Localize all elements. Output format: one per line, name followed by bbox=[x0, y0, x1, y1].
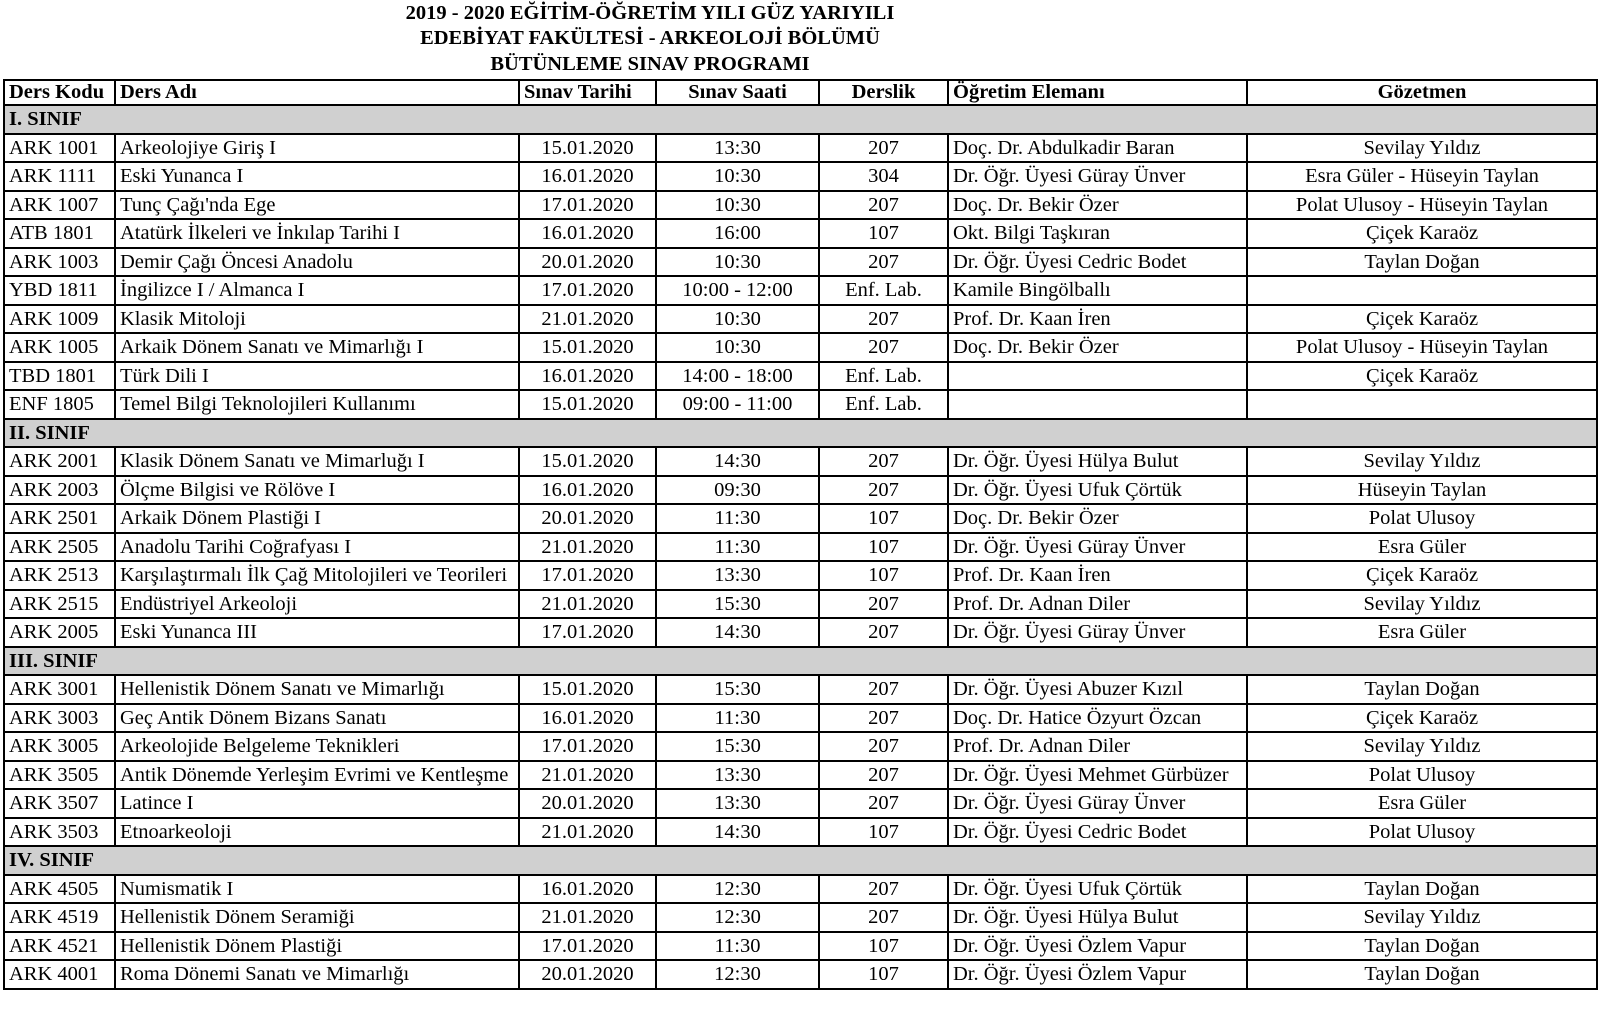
lecturer-cell: Dr. Öğr. Üyesi Güray Ünver bbox=[948, 162, 1247, 191]
table-row bbox=[4, 504, 1597, 533]
course-code-cell: ARK 4519 bbox=[4, 903, 115, 932]
table-row bbox=[4, 533, 1597, 562]
exam-time-cell: 09:00 - 11:00 bbox=[656, 390, 819, 419]
lecturer-cell bbox=[948, 390, 1247, 419]
lecturer-cell: Dr. Öğr. Üyesi Güray Ünver bbox=[948, 533, 1247, 562]
exam-date-cell: 16.01.2020 bbox=[519, 362, 656, 391]
table-row bbox=[4, 960, 1597, 989]
proctor-cell: Taylan Doğan bbox=[1247, 932, 1597, 961]
lecturer-cell: Prof. Dr. Kaan İren bbox=[948, 305, 1247, 334]
classroom-cell: 207 bbox=[819, 590, 948, 619]
table-row bbox=[4, 590, 1597, 619]
col-header-name: Ders Adı bbox=[115, 80, 519, 105]
grade-label: IV. SINIF bbox=[4, 846, 1597, 875]
exam-date-cell: 15.01.2020 bbox=[519, 134, 656, 163]
course-name-cell: Roma Dönemi Sanatı ve Mimarlığı bbox=[115, 960, 519, 989]
course-name-cell: Klasik Mitoloji bbox=[115, 305, 519, 334]
exam-time-cell: 14:30 bbox=[656, 818, 819, 847]
lecturer-cell: Prof. Dr. Adnan Diler bbox=[948, 732, 1247, 761]
proctor-cell: Taylan Doğan bbox=[1247, 960, 1597, 989]
lecturer-cell: Doç. Dr. Hatice Özyurt Özcan bbox=[948, 704, 1247, 733]
exam-date-cell: 20.01.2020 bbox=[519, 248, 656, 277]
course-name-cell: Geç Antik Dönem Bizans Sanatı bbox=[115, 704, 519, 733]
lecturer-cell: Dr. Öğr. Üyesi Cedric Bodet bbox=[948, 248, 1247, 277]
course-name-cell: Temel Bilgi Teknolojileri Kullanımı bbox=[115, 390, 519, 419]
course-code-cell: ARK 3505 bbox=[4, 761, 115, 790]
exam-time-cell: 13:30 bbox=[656, 761, 819, 790]
proctor-cell: Esra Güler bbox=[1247, 533, 1597, 562]
proctor-cell: Taylan Doğan bbox=[1247, 675, 1597, 704]
col-header-lecturer: Öğretim Elemanı bbox=[948, 80, 1247, 105]
classroom-cell: 107 bbox=[819, 219, 948, 248]
classroom-cell: 207 bbox=[819, 447, 948, 476]
exam-time-cell: 10:30 bbox=[656, 305, 819, 334]
course-name-cell: Atatürk İlkeleri ve İnkılap Tarihi I bbox=[115, 219, 519, 248]
exam-date-cell: 21.01.2020 bbox=[519, 305, 656, 334]
exam-time-cell: 14:30 bbox=[656, 447, 819, 476]
exam-date-cell: 20.01.2020 bbox=[519, 960, 656, 989]
course-name-cell: Demir Çağı Öncesi Anadolu bbox=[115, 248, 519, 277]
exam-time-cell: 12:30 bbox=[656, 903, 819, 932]
classroom-cell: 207 bbox=[819, 191, 948, 220]
table-row bbox=[4, 191, 1597, 220]
exam-time-cell: 10:30 bbox=[656, 333, 819, 362]
exam-date-cell: 21.01.2020 bbox=[519, 590, 656, 619]
course-code-cell: ARK 2515 bbox=[4, 590, 115, 619]
course-code-cell: ARK 1007 bbox=[4, 191, 115, 220]
table-row bbox=[4, 162, 1597, 191]
grade-band bbox=[4, 105, 1597, 134]
proctor-cell: Sevilay Yıldız bbox=[1247, 134, 1597, 163]
lecturer-cell: Dr. Öğr. Üyesi Hülya Bulut bbox=[948, 447, 1247, 476]
exam-date-cell: 16.01.2020 bbox=[519, 476, 656, 505]
course-code-cell: ARK 4521 bbox=[4, 932, 115, 961]
course-name-cell: Numismatik I bbox=[115, 875, 519, 904]
exam-time-cell: 09:30 bbox=[656, 476, 819, 505]
course-code-cell: ARK 1111 bbox=[4, 162, 115, 191]
exam-date-cell: 16.01.2020 bbox=[519, 704, 656, 733]
lecturer-cell: Dr. Öğr. Üyesi Ufuk Çörtük bbox=[948, 476, 1247, 505]
proctor-cell: Sevilay Yıldız bbox=[1247, 447, 1597, 476]
lecturer-cell: Doç. Dr. Bekir Özer bbox=[948, 333, 1247, 362]
exam-time-cell: 11:30 bbox=[656, 533, 819, 562]
course-name-cell: Tunç Çağı'nda Ege bbox=[115, 191, 519, 220]
course-code-cell: ENF 1805 bbox=[4, 390, 115, 419]
exam-date-cell: 21.01.2020 bbox=[519, 533, 656, 562]
exam-time-cell: 13:30 bbox=[656, 134, 819, 163]
course-code-cell: ARK 4505 bbox=[4, 875, 115, 904]
exam-date-cell: 20.01.2020 bbox=[519, 504, 656, 533]
lecturer-cell: Dr. Öğr. Üyesi Abuzer Kızıl bbox=[948, 675, 1247, 704]
classroom-cell: 207 bbox=[819, 704, 948, 733]
exam-date-cell: 17.01.2020 bbox=[519, 618, 656, 647]
course-code-cell: ARK 3503 bbox=[4, 818, 115, 847]
course-name-cell: İngilizce I / Almanca I bbox=[115, 276, 519, 305]
course-code-cell: ARK 3005 bbox=[4, 732, 115, 761]
lecturer-cell: Dr. Öğr. Üyesi Özlem Vapur bbox=[948, 932, 1247, 961]
schedule-body bbox=[4, 105, 1597, 989]
col-header-proctor: Gözetmen bbox=[1247, 80, 1597, 105]
proctor-cell: Çiçek Karaöz bbox=[1247, 219, 1597, 248]
grade-band bbox=[4, 647, 1597, 676]
table-row bbox=[4, 761, 1597, 790]
proctor-cell: Taylan Doğan bbox=[1247, 248, 1597, 277]
exam-time-cell: 12:30 bbox=[656, 960, 819, 989]
lecturer-cell: Doç. Dr. Bekir Özer bbox=[948, 191, 1247, 220]
classroom-cell: 207 bbox=[819, 476, 948, 505]
exam-date-cell: 17.01.2020 bbox=[519, 191, 656, 220]
exam-time-cell: 11:30 bbox=[656, 932, 819, 961]
lecturer-cell: Dr. Öğr. Üyesi Güray Ünver bbox=[948, 618, 1247, 647]
exam-date-cell: 17.01.2020 bbox=[519, 732, 656, 761]
course-name-cell: Hellenistik Dönem Sanatı ve Mimarlığı bbox=[115, 675, 519, 704]
table-row bbox=[4, 134, 1597, 163]
course-name-cell: Klasik Dönem Sanatı ve Mimarluğı I bbox=[115, 447, 519, 476]
classroom-cell: 107 bbox=[819, 932, 948, 961]
course-code-cell: ARK 2005 bbox=[4, 618, 115, 647]
proctor-cell: Esra Güler bbox=[1247, 618, 1597, 647]
course-code-cell: ARK 2001 bbox=[4, 447, 115, 476]
proctor-cell: Esra Güler bbox=[1247, 789, 1597, 818]
course-code-cell: ARK 2501 bbox=[4, 504, 115, 533]
exam-date-cell: 17.01.2020 bbox=[519, 276, 656, 305]
exam-time-cell: 10:30 bbox=[656, 248, 819, 277]
proctor-cell: Polat Ulusoy - Hüseyin Taylan bbox=[1247, 333, 1597, 362]
exam-time-cell: 15:30 bbox=[656, 732, 819, 761]
course-name-cell: Latince I bbox=[115, 789, 519, 818]
col-header-code: Ders Kodu bbox=[4, 80, 115, 105]
classroom-cell: 304 bbox=[819, 162, 948, 191]
proctor-cell: Polat Ulusoy bbox=[1247, 504, 1597, 533]
grade-band bbox=[4, 419, 1597, 448]
course-code-cell: ARK 3003 bbox=[4, 704, 115, 733]
course-name-cell: Arkaik Dönem Plastiği I bbox=[115, 504, 519, 533]
course-name-cell: Arkeolojiye Giriş I bbox=[115, 134, 519, 163]
exam-schedule-table bbox=[3, 79, 1598, 990]
course-code-cell: ARK 2003 bbox=[4, 476, 115, 505]
course-code-cell: ARK 1009 bbox=[4, 305, 115, 334]
lecturer-cell: Prof. Dr. Adnan Diler bbox=[948, 590, 1247, 619]
grade-band bbox=[4, 846, 1597, 875]
table-row bbox=[4, 276, 1597, 305]
classroom-cell: 107 bbox=[819, 504, 948, 533]
course-name-cell: Anadolu Tarihi Coğrafyası I bbox=[115, 533, 519, 562]
course-code-cell: ARK 1001 bbox=[4, 134, 115, 163]
lecturer-cell: Dr. Öğr. Üyesi Hülya Bulut bbox=[948, 903, 1247, 932]
classroom-cell: 207 bbox=[819, 333, 948, 362]
proctor-cell: Polat Ulusoy bbox=[1247, 818, 1597, 847]
exam-time-cell: 11:30 bbox=[656, 704, 819, 733]
table-row bbox=[4, 932, 1597, 961]
lecturer-cell: Okt. Bilgi Taşkıran bbox=[948, 219, 1247, 248]
exam-date-cell: 21.01.2020 bbox=[519, 818, 656, 847]
exam-time-cell: 13:30 bbox=[656, 561, 819, 590]
exam-date-cell: 16.01.2020 bbox=[519, 875, 656, 904]
exam-time-cell: 10:00 - 12:00 bbox=[656, 276, 819, 305]
exam-time-cell: 13:30 bbox=[656, 789, 819, 818]
course-code-cell: ARK 4001 bbox=[4, 960, 115, 989]
course-name-cell: Hellenistik Dönem Seramiği bbox=[115, 903, 519, 932]
course-code-cell: YBD 1811 bbox=[4, 276, 115, 305]
exam-date-cell: 17.01.2020 bbox=[519, 561, 656, 590]
table-row bbox=[4, 704, 1597, 733]
course-name-cell: Arkeolojide Belgeleme Teknikleri bbox=[115, 732, 519, 761]
exam-time-cell: 10:30 bbox=[656, 162, 819, 191]
table-row bbox=[4, 476, 1597, 505]
exam-time-cell: 15:30 bbox=[656, 590, 819, 619]
grade-label: II. SINIF bbox=[4, 419, 1597, 448]
lecturer-cell: Dr. Öğr. Üyesi Ufuk Çörtük bbox=[948, 875, 1247, 904]
exam-time-cell: 16:00 bbox=[656, 219, 819, 248]
document-title-line-1: 2019 - 2020 EĞİTİM-ÖĞRETİM YILI GÜZ YARIYILI bbox=[405, 2, 895, 24]
classroom-cell: 207 bbox=[819, 789, 948, 818]
header-row bbox=[4, 80, 1597, 105]
classroom-cell: Enf. Lab. bbox=[819, 390, 948, 419]
table-row bbox=[4, 789, 1597, 818]
classroom-cell: 207 bbox=[819, 903, 948, 932]
table-row bbox=[4, 362, 1597, 391]
course-code-cell: TBD 1801 bbox=[4, 362, 115, 391]
table-row bbox=[4, 333, 1597, 362]
proctor-cell: Çiçek Karaöz bbox=[1247, 305, 1597, 334]
proctor-cell: Esra Güler - Hüseyin Taylan bbox=[1247, 162, 1597, 191]
classroom-cell: 107 bbox=[819, 960, 948, 989]
document-title-line-3: BÜTÜNLEME SINAV PROGRAMI bbox=[490, 53, 810, 75]
exam-date-cell: 15.01.2020 bbox=[519, 447, 656, 476]
table-row bbox=[4, 732, 1597, 761]
exam-time-cell: 12:30 bbox=[656, 875, 819, 904]
col-header-date: Sınav Tarihi bbox=[519, 80, 656, 105]
proctor-cell: Taylan Doğan bbox=[1247, 875, 1597, 904]
classroom-cell: Enf. Lab. bbox=[819, 362, 948, 391]
proctor-cell: Polat Ulusoy - Hüseyin Taylan bbox=[1247, 191, 1597, 220]
classroom-cell: 207 bbox=[819, 134, 948, 163]
exam-date-cell: 15.01.2020 bbox=[519, 333, 656, 362]
course-code-cell: ARK 3507 bbox=[4, 789, 115, 818]
exam-time-cell: 15:30 bbox=[656, 675, 819, 704]
course-code-cell: ATB 1801 bbox=[4, 219, 115, 248]
proctor-cell: Sevilay Yıldız bbox=[1247, 732, 1597, 761]
exam-time-cell: 10:30 bbox=[656, 191, 819, 220]
course-name-cell: Eski Yunanca I bbox=[115, 162, 519, 191]
lecturer-cell: Prof. Dr. Kaan İren bbox=[948, 561, 1247, 590]
proctor-cell: Çiçek Karaöz bbox=[1247, 362, 1597, 391]
table-row bbox=[4, 219, 1597, 248]
exam-date-cell: 15.01.2020 bbox=[519, 390, 656, 419]
exam-date-cell: 21.01.2020 bbox=[519, 903, 656, 932]
proctor-cell: Sevilay Yıldız bbox=[1247, 903, 1597, 932]
course-name-cell: Arkaik Dönem Sanatı ve Mimarlığı I bbox=[115, 333, 519, 362]
table-row bbox=[4, 390, 1597, 419]
course-name-cell: Hellenistik Dönem Plastiği bbox=[115, 932, 519, 961]
exam-date-cell: 17.01.2020 bbox=[519, 932, 656, 961]
course-name-cell: Eski Yunanca III bbox=[115, 618, 519, 647]
course-name-cell: Endüstriyel Arkeoloji bbox=[115, 590, 519, 619]
proctor-cell: Çiçek Karaöz bbox=[1247, 704, 1597, 733]
lecturer-cell: Doç. Dr. Bekir Özer bbox=[948, 504, 1247, 533]
exam-date-cell: 16.01.2020 bbox=[519, 219, 656, 248]
proctor-cell: Sevilay Yıldız bbox=[1247, 590, 1597, 619]
proctor-cell bbox=[1247, 390, 1597, 419]
table-row bbox=[4, 903, 1597, 932]
table-row bbox=[4, 305, 1597, 334]
lecturer-cell: Kamile Bingölballı bbox=[948, 276, 1247, 305]
proctor-cell: Hüseyin Taylan bbox=[1247, 476, 1597, 505]
table-row bbox=[4, 447, 1597, 476]
classroom-cell: 207 bbox=[819, 675, 948, 704]
lecturer-cell: Dr. Öğr. Üyesi Güray Ünver bbox=[948, 789, 1247, 818]
course-code-cell: ARK 2505 bbox=[4, 533, 115, 562]
lecturer-cell: Dr. Öğr. Üyesi Cedric Bodet bbox=[948, 818, 1247, 847]
course-name-cell: Ölçme Bilgisi ve Rölöve I bbox=[115, 476, 519, 505]
course-code-cell: ARK 2513 bbox=[4, 561, 115, 590]
grade-label: III. SINIF bbox=[4, 647, 1597, 676]
document-title-line-2: EDEBİYAT FAKÜLTESİ - ARKEOLOJİ BÖLÜMÜ bbox=[420, 27, 880, 49]
classroom-cell: 207 bbox=[819, 761, 948, 790]
course-code-cell: ARK 1005 bbox=[4, 333, 115, 362]
exam-time-cell: 11:30 bbox=[656, 504, 819, 533]
grade-label: I. SINIF bbox=[4, 105, 1597, 134]
exam-time-cell: 14:00 - 18:00 bbox=[656, 362, 819, 391]
table-row bbox=[4, 561, 1597, 590]
course-name-cell: Etnoarkeoloji bbox=[115, 818, 519, 847]
course-name-cell: Antik Dönemde Yerleşim Evrimi ve Kentleşme bbox=[115, 761, 519, 790]
table-row bbox=[4, 618, 1597, 647]
lecturer-cell bbox=[948, 362, 1247, 391]
table-row bbox=[4, 675, 1597, 704]
exam-date-cell: 16.01.2020 bbox=[519, 162, 656, 191]
proctor-cell bbox=[1247, 276, 1597, 305]
course-name-cell: Türk Dili I bbox=[115, 362, 519, 391]
lecturer-cell: Doç. Dr. Abdulkadir Baran bbox=[948, 134, 1247, 163]
table-row bbox=[4, 248, 1597, 277]
classroom-cell: 107 bbox=[819, 818, 948, 847]
course-name-cell: Karşılaştırmalı İlk Çağ Mitolojileri ve Teorileri bbox=[115, 561, 519, 590]
lecturer-cell: Dr. Öğr. Üyesi Özlem Vapur bbox=[948, 960, 1247, 989]
table-row bbox=[4, 875, 1597, 904]
course-code-cell: ARK 3001 bbox=[4, 675, 115, 704]
classroom-cell: 207 bbox=[819, 875, 948, 904]
col-header-room: Derslik bbox=[819, 80, 948, 105]
exam-date-cell: 21.01.2020 bbox=[519, 761, 656, 790]
classroom-cell: Enf. Lab. bbox=[819, 276, 948, 305]
classroom-cell: 207 bbox=[819, 305, 948, 334]
exam-time-cell: 14:30 bbox=[656, 618, 819, 647]
classroom-cell: 207 bbox=[819, 618, 948, 647]
classroom-cell: 107 bbox=[819, 561, 948, 590]
exam-date-cell: 20.01.2020 bbox=[519, 789, 656, 818]
classroom-cell: 107 bbox=[819, 533, 948, 562]
exam-date-cell: 15.01.2020 bbox=[519, 675, 656, 704]
lecturer-cell: Dr. Öğr. Üyesi Mehmet Gürbüzer bbox=[948, 761, 1247, 790]
classroom-cell: 207 bbox=[819, 248, 948, 277]
table-row bbox=[4, 818, 1597, 847]
col-header-time: Sınav Saati bbox=[656, 80, 819, 105]
classroom-cell: 207 bbox=[819, 732, 948, 761]
course-code-cell: ARK 1003 bbox=[4, 248, 115, 277]
proctor-cell: Polat Ulusoy bbox=[1247, 761, 1597, 790]
proctor-cell: Çiçek Karaöz bbox=[1247, 561, 1597, 590]
